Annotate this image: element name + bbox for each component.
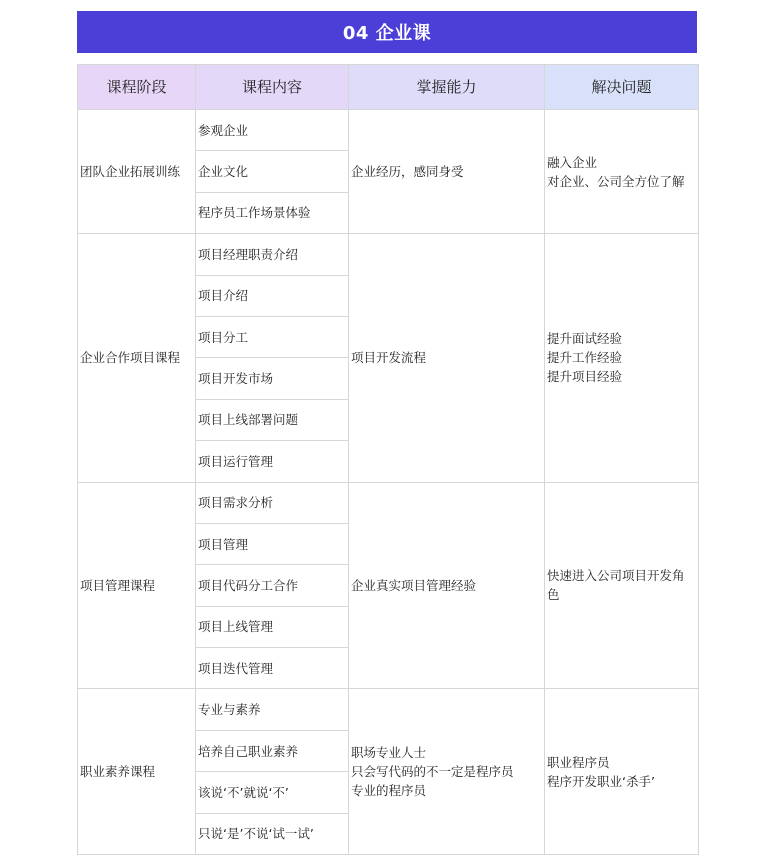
- table-row: [78, 482, 699, 523]
- content-cell: 项目上线管理: [196, 606, 349, 647]
- solve-line: 提升工作经验: [547, 350, 623, 366]
- ability-cell: [349, 482, 545, 689]
- content-cell: 项目需求分析: [196, 482, 349, 523]
- ability-cell: [349, 110, 545, 234]
- ability-line: 项目开发流程: [351, 350, 427, 366]
- header-row: [78, 65, 699, 110]
- content-cell: 专业与素养: [196, 689, 349, 730]
- header-solve: 解决问题: [545, 65, 699, 110]
- solve-line: 快速进入公司项目开发角色: [547, 568, 685, 603]
- solve-cell: [545, 234, 699, 482]
- solve-line: 职业程序员: [547, 754, 610, 770]
- solve-cell: [545, 110, 699, 234]
- content-cell: 项目迭代管理: [196, 648, 349, 689]
- stage-cell: 团队企业拓展训练: [78, 110, 196, 234]
- content-cell: 该说‘不’就说‘不’: [196, 772, 349, 813]
- content-cell: 项目管理: [196, 523, 349, 564]
- ability-line: 企业经历，感同身受: [351, 164, 464, 180]
- table-header: [78, 65, 699, 110]
- content-cell: 参观企业: [196, 110, 349, 151]
- content-cell: 程序员工作场景体验: [196, 192, 349, 233]
- content-cell: 项目经理职责介绍: [196, 234, 349, 275]
- ability-line: 企业真实项目管理经验: [351, 577, 477, 593]
- table-row: [78, 689, 699, 730]
- content-cell: 项目运行管理: [196, 441, 349, 482]
- content-cell: 项目介绍: [196, 275, 349, 316]
- content-cell: 项目分工: [196, 316, 349, 357]
- table-body: [78, 110, 699, 855]
- content-cell: 企业文化: [196, 151, 349, 192]
- ability-line: 职场专业人士: [351, 745, 427, 761]
- content-cell: 只说‘是’不说‘试一试’: [196, 813, 349, 854]
- ability-cell: [349, 689, 545, 855]
- solve-cell: [545, 482, 699, 689]
- header-content: 课程内容: [196, 65, 349, 110]
- ability-line: 专业的程序员: [351, 783, 427, 799]
- solve-line: 提升项目经验: [547, 369, 623, 385]
- header-ability: 掌握能力: [349, 65, 545, 110]
- ability-line: 只会写代码的不一定是程序员: [351, 764, 514, 780]
- solve-line: 对企业、公司全方位了解: [547, 173, 685, 189]
- solve-line: 程序开发职业‘杀手’: [547, 773, 655, 789]
- table-row: [78, 234, 699, 275]
- solve-line: 融入企业: [547, 154, 598, 170]
- stage-cell: 职业素养课程: [78, 689, 196, 855]
- ability-cell: [349, 234, 545, 482]
- content-cell: 培养自己职业素养: [196, 730, 349, 771]
- page-title: 04 企业课: [77, 11, 697, 53]
- solve-cell: [545, 689, 699, 855]
- header-stage: 课程阶段: [78, 65, 196, 110]
- course-table: [77, 64, 699, 855]
- table-row: [78, 110, 699, 151]
- content-cell: 项目上线部署问题: [196, 399, 349, 440]
- stage-cell: 企业合作项目课程: [78, 234, 196, 482]
- content-cell: 项目代码分工合作: [196, 565, 349, 606]
- content-cell: 项目开发市场: [196, 358, 349, 399]
- solve-line: 提升面试经验: [547, 331, 623, 347]
- stage-cell: 项目管理课程: [78, 482, 196, 689]
